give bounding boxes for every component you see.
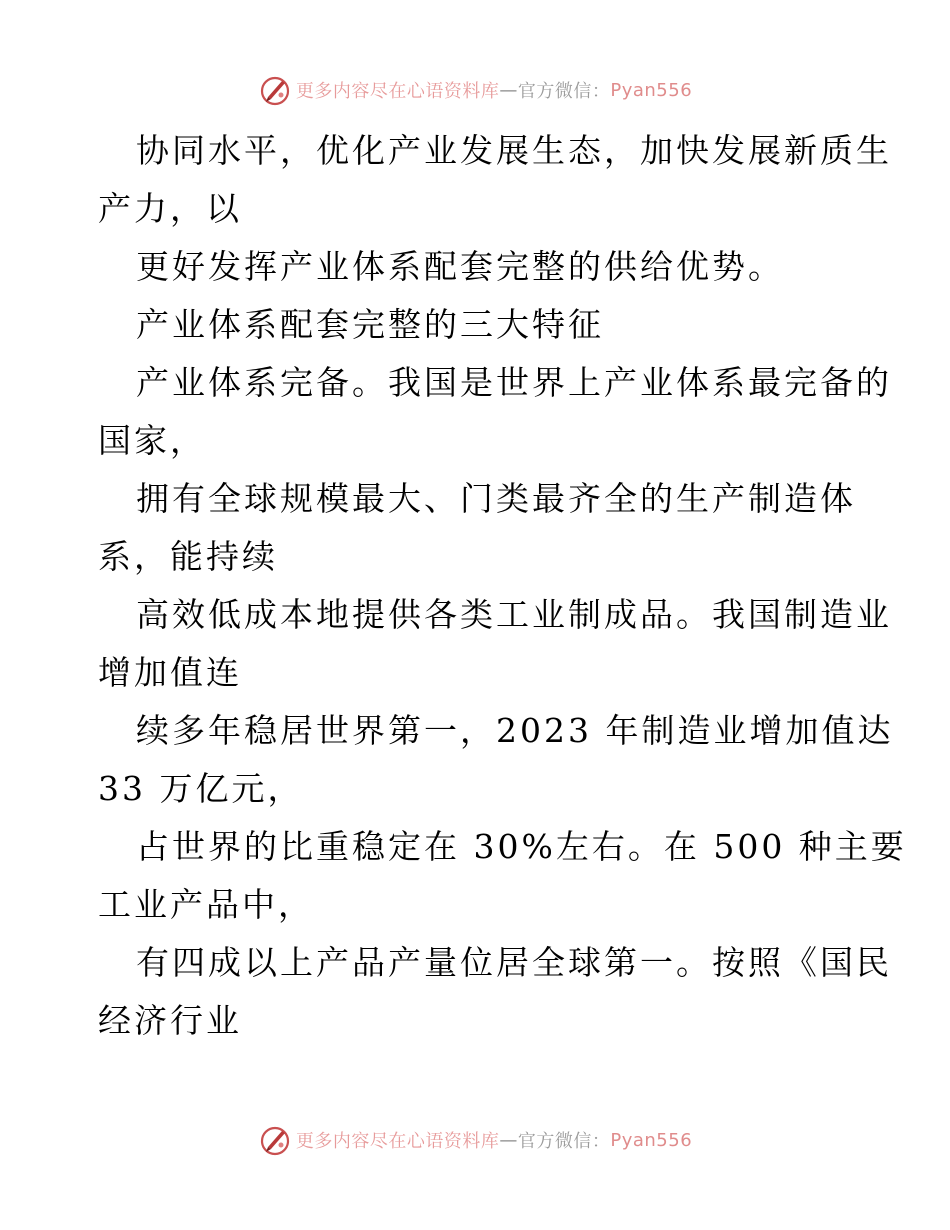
text-line: 更好发挥产业体系配套完整的供给优势。	[136, 247, 784, 286]
watermark-wechat-id: Pyan556	[610, 79, 693, 101]
text-line: 系，能持续	[98, 537, 278, 576]
text-line: 国家，	[98, 421, 206, 460]
text-line: 产业体系完备。我国是世界上产业体系最完备的	[136, 363, 892, 402]
text-line: 拥有全球规模最大、门类最齐全的生产制造体	[136, 479, 856, 518]
footer-watermark	[0, 1120, 950, 1160]
section-heading: 产业体系配套完整的三大特征	[136, 305, 604, 344]
text-line: 增加值连	[98, 653, 242, 692]
text-line: 产力，以	[98, 189, 242, 228]
quill-logo-icon	[258, 73, 292, 107]
text-line: 33 万亿元，	[98, 769, 304, 808]
text-line: 占世界的比重稳定在 30%左右。在 500 种主要	[136, 827, 907, 866]
quill-logo-icon	[258, 1123, 292, 1157]
text-line: 高效低成本地提供各类工业制成品。我国制造业	[136, 595, 892, 634]
text-line: 经济行业	[98, 1001, 242, 1040]
document-body	[98, 122, 907, 1050]
text-line: 续多年稳居世界第一，2023 年制造业增加值达	[136, 711, 894, 750]
watermark-title: 更多内容尽在心语资料库	[295, 1131, 500, 1152]
header-watermark	[0, 70, 950, 110]
text-line: 有四成以上产品产量位居全球第一。按照《国民	[136, 943, 892, 982]
watermark-wechat-label: 官方微信：	[517, 1131, 611, 1152]
watermark-separator: —	[499, 1129, 518, 1151]
watermark-title: 更多内容尽在心语资料库	[295, 81, 500, 102]
text-line: 工业产品中，	[98, 885, 314, 924]
watermark-wechat-id: Pyan556	[610, 1129, 693, 1151]
watermark-separator: —	[499, 79, 518, 101]
text-line: 协同水平，优化产业发展生态，加快发展新质生	[136, 131, 892, 170]
watermark-wechat-label: 官方微信：	[517, 81, 611, 102]
